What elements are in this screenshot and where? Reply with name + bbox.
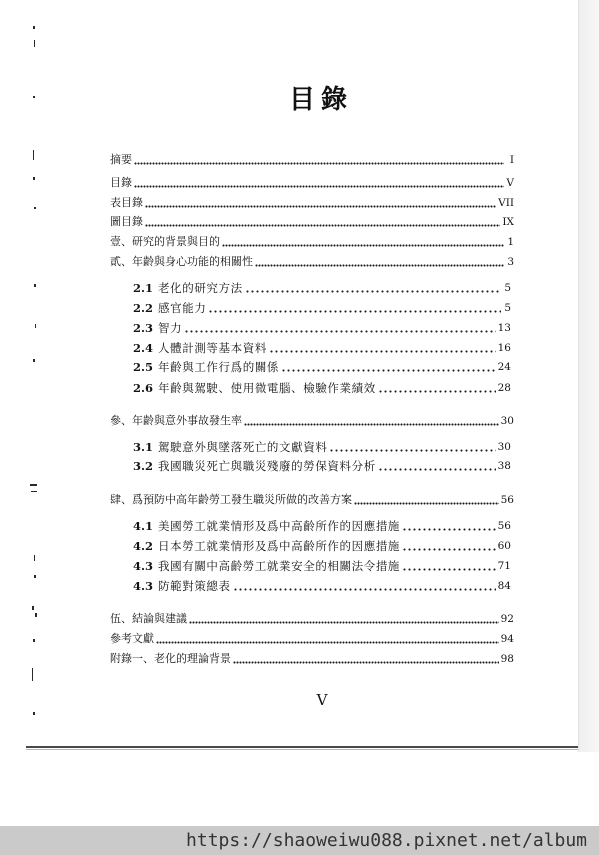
dot-leader [156, 641, 499, 644]
toc-section-number: 3.1 [133, 440, 154, 454]
toc-section-label: 日本勞工就業情形及爲中高齡所作的因應措施 [158, 539, 401, 553]
toc-section-page: 60 [497, 540, 511, 552]
toc-chapter-page: 3 [507, 256, 514, 268]
toc-chapter [110, 413, 514, 429]
toc-chapter-label: 貳、年齡與身心功能的相關性 [110, 255, 253, 268]
dot-leader [233, 661, 499, 664]
toc-entry-label: 附錄一、老化的理論背景 [110, 652, 231, 665]
toc-section-page: 16 [497, 342, 511, 354]
dot-leader [134, 162, 504, 165]
toc-section [133, 538, 511, 554]
toc-section-number: 4.1 [133, 519, 154, 533]
toc-section-number: 2.2 [133, 301, 154, 315]
toc-section-page: 24 [497, 361, 511, 373]
toc-entry [110, 175, 514, 191]
dot-leader [245, 290, 501, 293]
scan-mark [33, 639, 35, 642]
toc-entry-label: 目錄 [110, 176, 132, 189]
toc-section-label: 我國有關中高齡勞工就業安全的相關法令措施 [158, 559, 401, 573]
toc-entry-page: 98 [500, 653, 514, 665]
dot-leader [189, 621, 499, 624]
dot-leader [244, 423, 499, 426]
scan-mark [31, 491, 37, 492]
toc-section [133, 558, 511, 574]
toc-section-page: 5 [504, 302, 511, 314]
toc-chapter-label: 肆、爲預防中高年齡勞工發生職災所做的改善方案 [110, 493, 352, 506]
toc-section [133, 280, 511, 296]
dot-leader [402, 528, 496, 531]
toc-section-label: 人體計測等基本資料 [158, 341, 267, 355]
dot-leader [145, 224, 500, 227]
toc-entry [110, 195, 514, 211]
scan-mark [34, 207, 36, 209]
dot-leader [402, 568, 496, 571]
toc-section-label: 年齡與駕駛、使用微電腦、檢驗作業績效 [158, 381, 376, 395]
scan-mark [34, 40, 35, 47]
scan-mark [33, 150, 34, 160]
scan-mark [30, 484, 37, 486]
toc-section-number: 2.1 [133, 281, 154, 295]
toc-chapter [110, 234, 514, 250]
toc-entry-label: 參考文獻 [110, 632, 154, 645]
dot-leader [222, 244, 504, 247]
toc-section-label: 駕駛意外與墜落死亡的文獻資料 [158, 440, 328, 454]
toc-section-number: 4.2 [133, 539, 154, 553]
dot-leader [378, 468, 496, 471]
dot-leader [269, 350, 496, 353]
toc-chapter [110, 611, 514, 627]
toc-entry-page: V [506, 177, 514, 189]
toc-entry-page: IX [502, 216, 514, 228]
toc-section [133, 380, 511, 396]
dot-leader [329, 449, 495, 452]
toc-section-page: 56 [497, 520, 511, 532]
toc-section-page: 30 [497, 441, 511, 453]
scan-mark [33, 177, 35, 180]
toc-section-page: 13 [497, 322, 511, 334]
toc-section [133, 439, 511, 455]
toc-section [133, 320, 511, 336]
toc-chapter-page: 1 [507, 236, 514, 248]
toc-entry-page: I [509, 154, 514, 166]
scan-mark [34, 555, 35, 561]
toc-entry-label: 摘要 [110, 153, 132, 166]
watermark-bar [0, 826, 599, 855]
toc-section-page: 28 [497, 382, 511, 394]
toc-chapter-label: 參、年齡與意外事故發生率 [110, 414, 242, 427]
dot-leader [402, 548, 496, 551]
toc-section [133, 578, 511, 594]
toc-entry-page: 94 [500, 633, 514, 645]
toc-section [133, 340, 511, 356]
dot-leader [378, 390, 496, 393]
toc-chapter-label: 伍、結論與建議 [110, 612, 187, 625]
toc-chapter-label: 壹、研究的背景與目的 [110, 235, 220, 248]
toc-section-number: 4.3 [133, 579, 154, 593]
scan-mark [33, 712, 35, 715]
toc-section-label: 美國勞工就業情形及爲中高齡所作的因應措施 [158, 519, 401, 533]
toc-chapter [110, 254, 514, 270]
toc-chapter [110, 492, 514, 508]
scan-mark [33, 359, 35, 362]
page-bottom-edge-shadow [26, 749, 578, 750]
toc-section [133, 458, 511, 474]
toc-section-label: 我國職災死亡與職災殘廢的勞保資料分析 [158, 459, 376, 473]
scanned-page-edge [578, 0, 599, 752]
dot-leader [233, 588, 496, 591]
toc-entry [110, 651, 514, 667]
dot-leader [255, 264, 504, 267]
watermark-url: https://shaoweiwu088.pixnet.net/album [186, 830, 587, 851]
scan-mark [34, 575, 36, 578]
scan-mark [35, 324, 36, 328]
toc-section-number: 2.5 [133, 360, 154, 374]
toc-section-label: 老化的研究方法 [158, 281, 243, 295]
dot-leader [281, 369, 496, 372]
dot-leader [145, 205, 496, 208]
toc-entry-label: 表目錄 [110, 196, 143, 209]
toc-section [133, 518, 511, 534]
dot-leader [184, 330, 495, 333]
toc-section-page: 5 [504, 282, 511, 294]
scan-mark [34, 284, 36, 287]
page-bottom-edge [26, 746, 578, 748]
toc-section-number: 2.4 [133, 341, 154, 355]
toc-chapter-page: 92 [500, 613, 514, 625]
page-number: V [316, 691, 328, 709]
toc-chapter-page: 56 [500, 494, 514, 506]
toc-chapter-page: 30 [500, 415, 514, 427]
toc-entry [110, 631, 514, 647]
toc-section-label: 智力 [158, 321, 183, 335]
toc-entry [110, 214, 514, 230]
toc-entry-page: VII [498, 197, 514, 209]
toc-section-page: 38 [497, 460, 511, 472]
scan-mark [33, 26, 35, 29]
toc-section-label: 年齡與工作行爲的關係 [158, 360, 280, 374]
toc-section-page: 84 [497, 580, 511, 592]
scan-mark [32, 606, 34, 610]
dot-leader [208, 310, 501, 313]
dot-leader [134, 185, 504, 188]
toc-section-label: 防範對策總表 [158, 579, 231, 593]
toc-section-number: 4.3 [133, 559, 154, 573]
scan-mark [35, 613, 37, 617]
scan-mark [33, 96, 35, 98]
toc-section-number: 2.3 [133, 321, 154, 335]
toc-section [133, 359, 511, 375]
toc-section-number: 2.6 [133, 381, 154, 395]
toc-section [133, 300, 511, 316]
dot-leader [354, 502, 499, 505]
scan-mark [32, 668, 33, 681]
toc-section-page: 71 [497, 560, 511, 572]
toc-entry-label: 圖目錄 [110, 215, 143, 228]
toc-section-label: 感官能力 [158, 301, 207, 315]
toc-section-number: 3.2 [133, 459, 154, 473]
page-title: 目錄 [288, 85, 353, 115]
toc-entry [110, 152, 514, 168]
